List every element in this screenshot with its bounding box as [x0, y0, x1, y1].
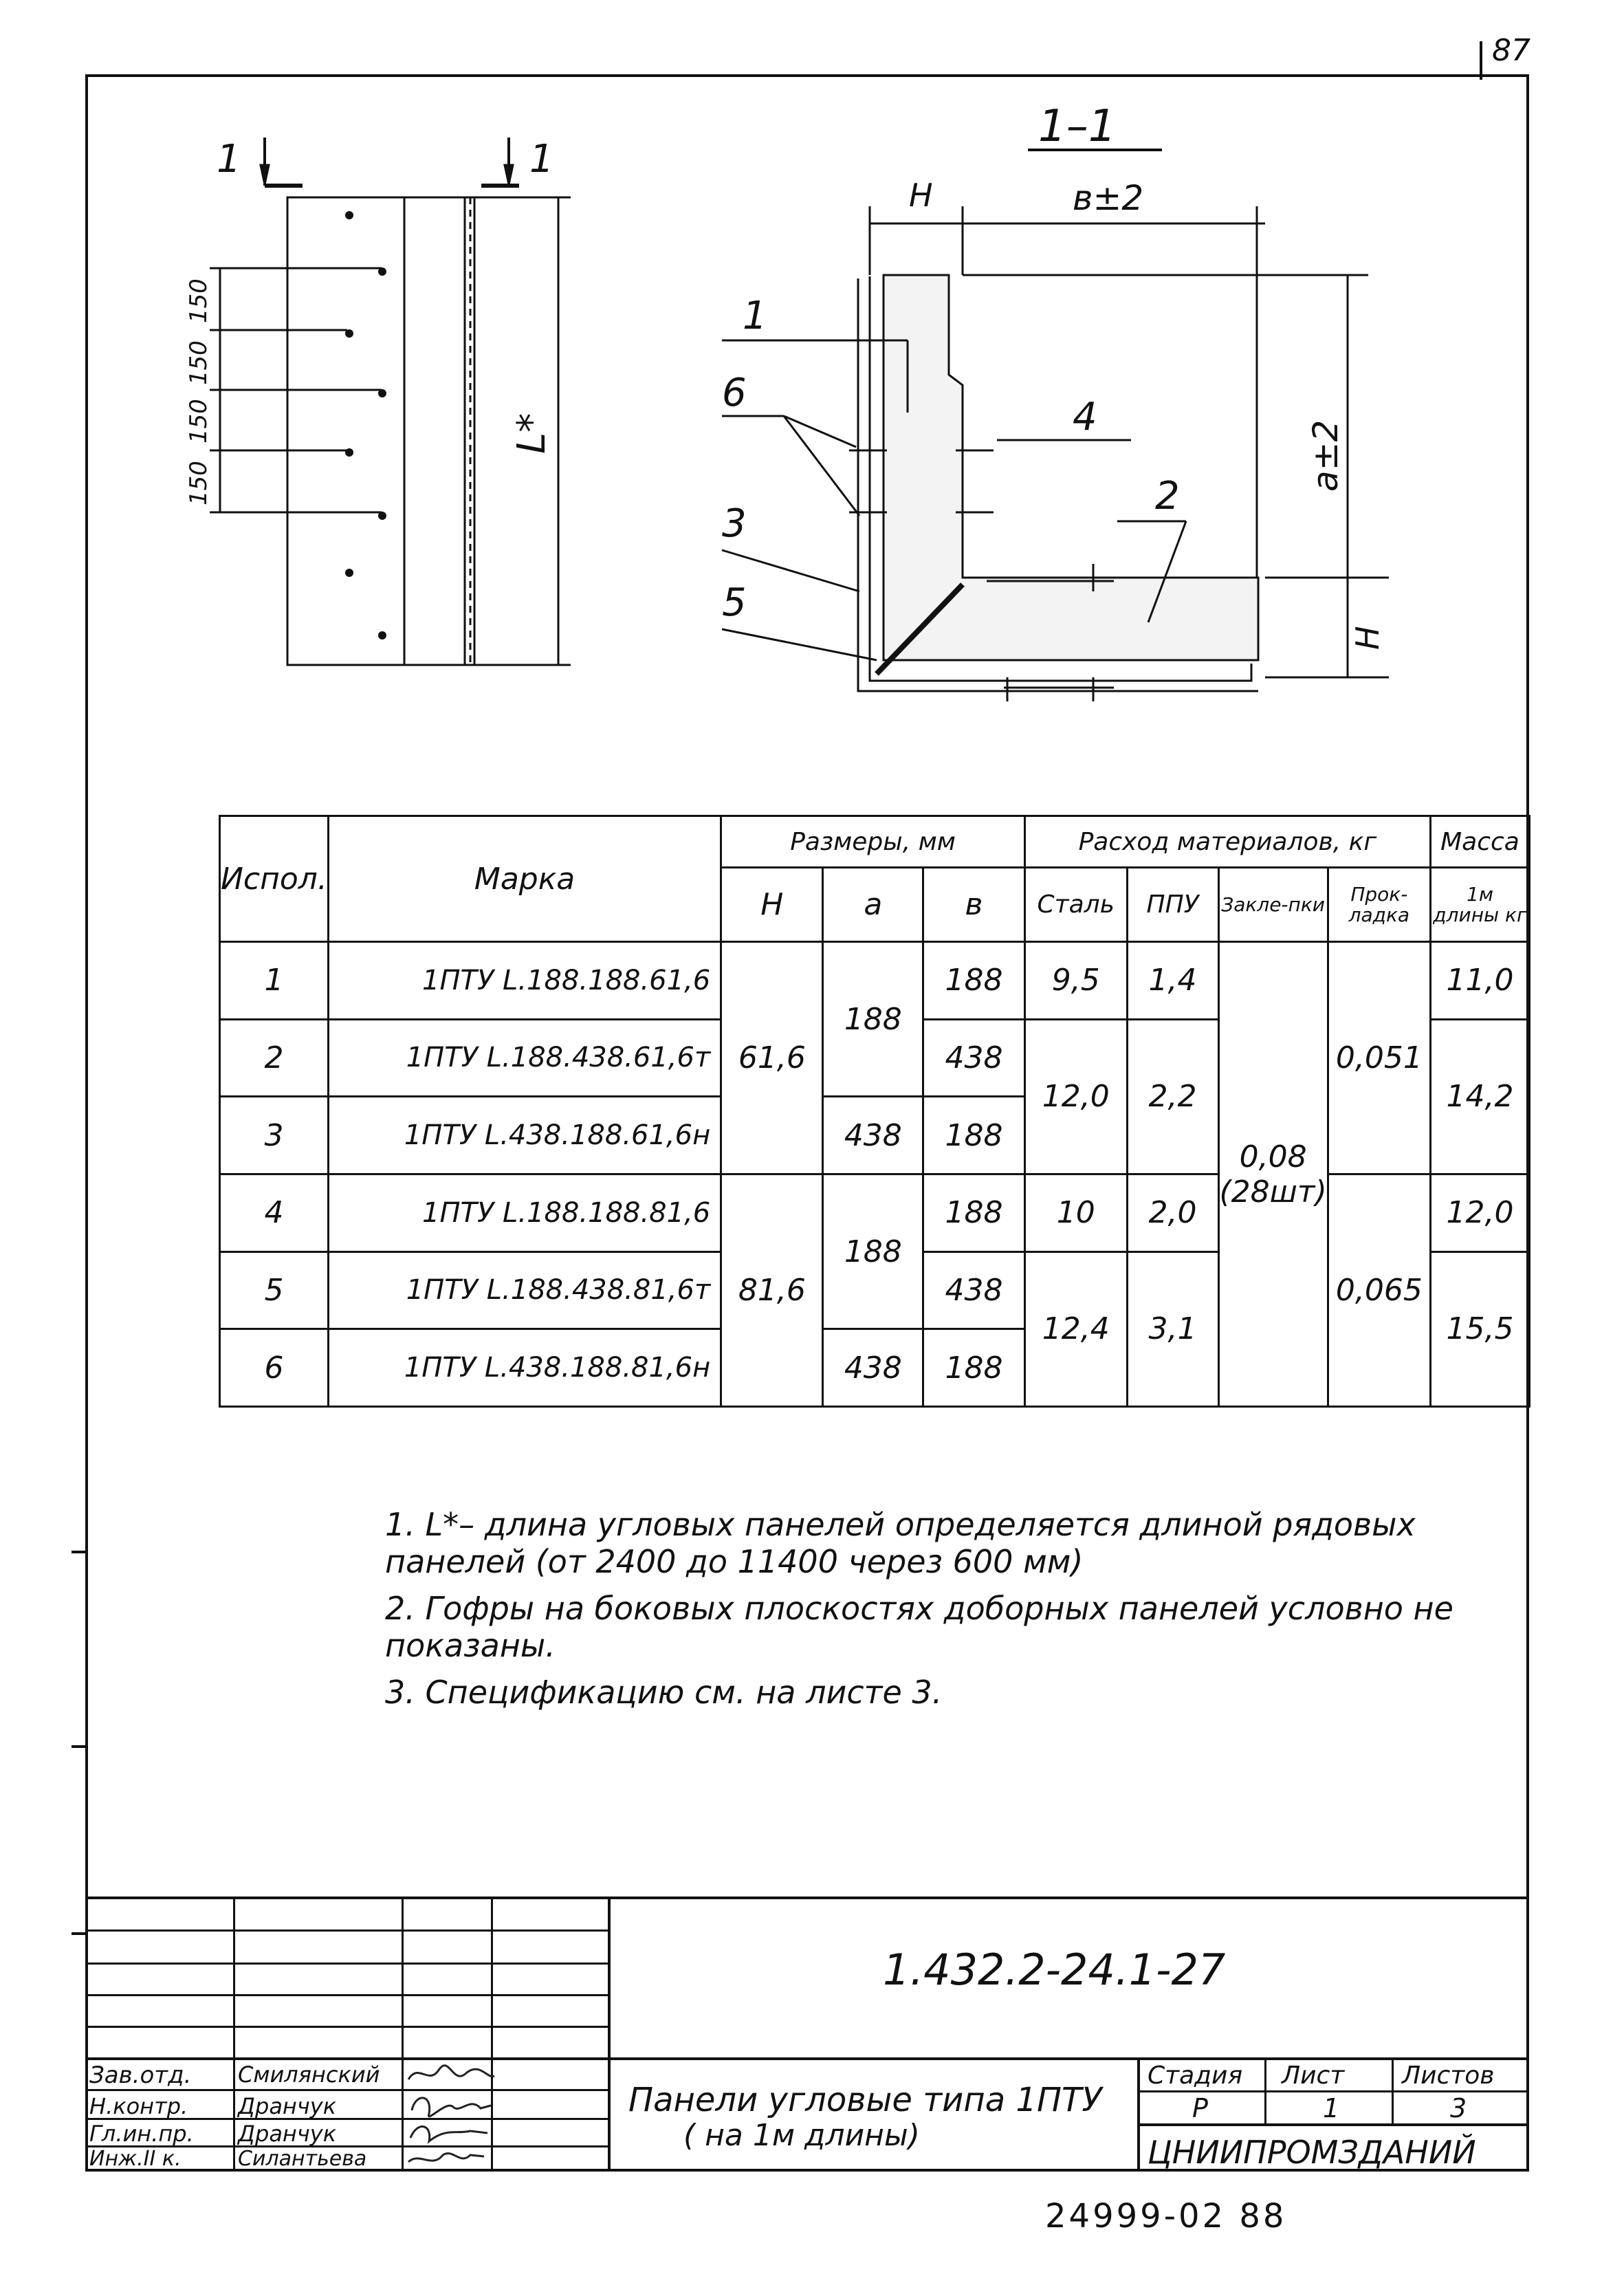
section-mark-right: 1: [529, 137, 554, 182]
cell-a: 188: [823, 942, 923, 1097]
signature-role: Гл.ин.пр.: [89, 2121, 194, 2147]
cell-ppu: 3,1: [1127, 1251, 1218, 1406]
cell-h: 61,6: [721, 942, 823, 1174]
page-number: 87: [1492, 33, 1530, 68]
dim-150: 150: [185, 278, 212, 323]
dim-150: 150: [185, 399, 212, 444]
sheet-value: 1: [1323, 2093, 1340, 2123]
header-a: a: [823, 868, 923, 942]
title-block: [85, 1896, 1529, 2172]
signature-name: Смилянский: [238, 2062, 380, 2088]
cell-marka: 1ПТУ L.438.188.61,6н: [328, 1097, 721, 1174]
dim-h-top: H: [909, 177, 933, 214]
section-mark-left: 1: [217, 137, 241, 182]
notes: [385, 1506, 1485, 1720]
spec-table: [219, 815, 1530, 1408]
cell-ispol: 3: [220, 1097, 329, 1174]
sheets-value: 3: [1450, 2093, 1467, 2123]
cell-marka: 1ПТУ L.188.438.81,6т: [328, 1251, 721, 1329]
callout-5: 5: [722, 580, 747, 625]
cell-ispol: 6: [220, 1329, 329, 1407]
header-prokladka: Прок-ладка: [1328, 868, 1430, 942]
callout-1: 1: [743, 294, 767, 338]
zaklepki-count: (28шт): [1219, 1174, 1327, 1210]
cell-a: 438: [823, 1097, 923, 1174]
header-stal: Сталь: [1024, 868, 1127, 942]
header-ispol: Испол.: [220, 816, 329, 942]
table-row: [220, 942, 1530, 1020]
sheets-header: Листов: [1402, 2062, 1495, 2090]
cell-massa: 12,0: [1430, 1174, 1529, 1251]
stage-value: Р: [1192, 2093, 1208, 2123]
handwritten-signatures: [405, 2059, 611, 2172]
frame-tick: [72, 1551, 87, 1553]
callout-2: 2: [1155, 474, 1180, 518]
cell-stal: 12,0: [1024, 1019, 1127, 1174]
cell-ispol: 2: [220, 1019, 329, 1097]
callout-6: 6: [722, 371, 747, 415]
cell-b: 438: [923, 1019, 1025, 1097]
header-razmery: Размеры, мм: [721, 816, 1025, 868]
zaklepki-value: 0,08: [1239, 1139, 1307, 1174]
cell-ispol: 1: [220, 942, 329, 1020]
document-code: 1.432.2-24.1-27: [883, 1945, 1226, 1995]
note-1: 1. L*– длина угловых панелей определяется длиной рядовых панелей (от 2400 до 11400 через 600 мм): [385, 1506, 1416, 1580]
signature-role: Зав.отд.: [89, 2062, 192, 2089]
cell-a: 188: [823, 1174, 923, 1329]
header-massa-sub: 1м длины кг: [1430, 868, 1529, 942]
note-2: 2. Гофры на боковых плоскостях доборных панелей условно не показаны.: [385, 1590, 1453, 1664]
dim-b: в±2: [1073, 178, 1144, 218]
description-line-2: ( на 1м длины): [683, 2118, 920, 2153]
dim-h-side: H: [1349, 626, 1386, 650]
length-label: L*: [509, 413, 554, 454]
cell-ppu: 2,0: [1127, 1174, 1218, 1251]
dim-150: 150: [185, 340, 212, 385]
stage-header: Стадия: [1148, 2062, 1243, 2090]
signature-name: Дранчук: [238, 2093, 337, 2119]
signature-role: Н.контр.: [89, 2093, 188, 2119]
cell-prokladka: 0,051: [1328, 942, 1430, 1174]
cell-ppu: 2,2: [1127, 1019, 1218, 1174]
cell-marka: 1ПТУ L.188.438.61,6т: [328, 1019, 721, 1097]
cell-massa: 15,5: [1430, 1251, 1529, 1406]
cell-marka: 1ПТУ L.438.188.81,6н: [328, 1329, 721, 1407]
header-marka: Марка: [328, 816, 721, 942]
header-raskhod: Расход материалов, кг: [1024, 816, 1430, 868]
header-zaklepki: Закле-пки: [1218, 868, 1328, 942]
dim-150: 150: [185, 461, 212, 505]
cell-stal: 9,5: [1024, 942, 1127, 1020]
cell-b: 188: [923, 1174, 1025, 1251]
dim-a: a±2: [1306, 419, 1346, 492]
cell-massa: 11,0: [1430, 942, 1529, 1020]
archive-code: 24999-02 88: [1045, 2197, 1287, 2235]
header-massa: Масса: [1430, 816, 1529, 868]
cell-marka: 1ПТУ L.188.188.81,6: [328, 1174, 721, 1251]
cell-ispol: 5: [220, 1251, 329, 1329]
section-title: 1–1: [1038, 101, 1117, 152]
cell-b: 188: [923, 1097, 1025, 1174]
header-ppu: ППУ: [1127, 868, 1218, 942]
signature-name: Силантьева: [238, 2147, 367, 2171]
cell-stal: 12,4: [1024, 1251, 1127, 1406]
cell-ppu: 1,4: [1127, 942, 1218, 1020]
cell-zaklepki: [1218, 942, 1328, 1407]
signature-role: Инж.II к.: [89, 2147, 182, 2171]
cell-b: 188: [923, 1329, 1025, 1407]
sheet-header: Лист: [1282, 2062, 1345, 2090]
cell-b: 188: [923, 942, 1025, 1020]
header-b: в: [923, 868, 1025, 942]
frame-tick: [72, 1745, 87, 1748]
cell-b: 438: [923, 1251, 1025, 1329]
signature-name: Дранчук: [238, 2121, 337, 2147]
cell-massa: 14,2: [1430, 1019, 1529, 1174]
cell-stal: 10: [1024, 1174, 1127, 1251]
technical-drawings: [0, 0, 1624, 756]
cell-ispol: 4: [220, 1174, 329, 1251]
callout-3: 3: [722, 501, 747, 546]
callout-4: 4: [1073, 395, 1097, 439]
cell-h: 81,6: [721, 1174, 823, 1406]
cell-prokladka: 0,065: [1328, 1174, 1430, 1406]
cell-marka: 1ПТУ L.188.188.61,6: [328, 942, 721, 1020]
header-h: H: [721, 868, 823, 942]
note-3: 3. Спецификацию см. на листе 3.: [385, 1674, 943, 1711]
table-row: [220, 1174, 1530, 1251]
organization: ЦНИИПРОМЗДАНИЙ: [1148, 2134, 1476, 2171]
cell-a: 438: [823, 1329, 923, 1407]
description-line-1: Панели угловые типа 1ПТУ: [628, 2081, 1102, 2119]
frame-tick: [72, 1932, 87, 1935]
